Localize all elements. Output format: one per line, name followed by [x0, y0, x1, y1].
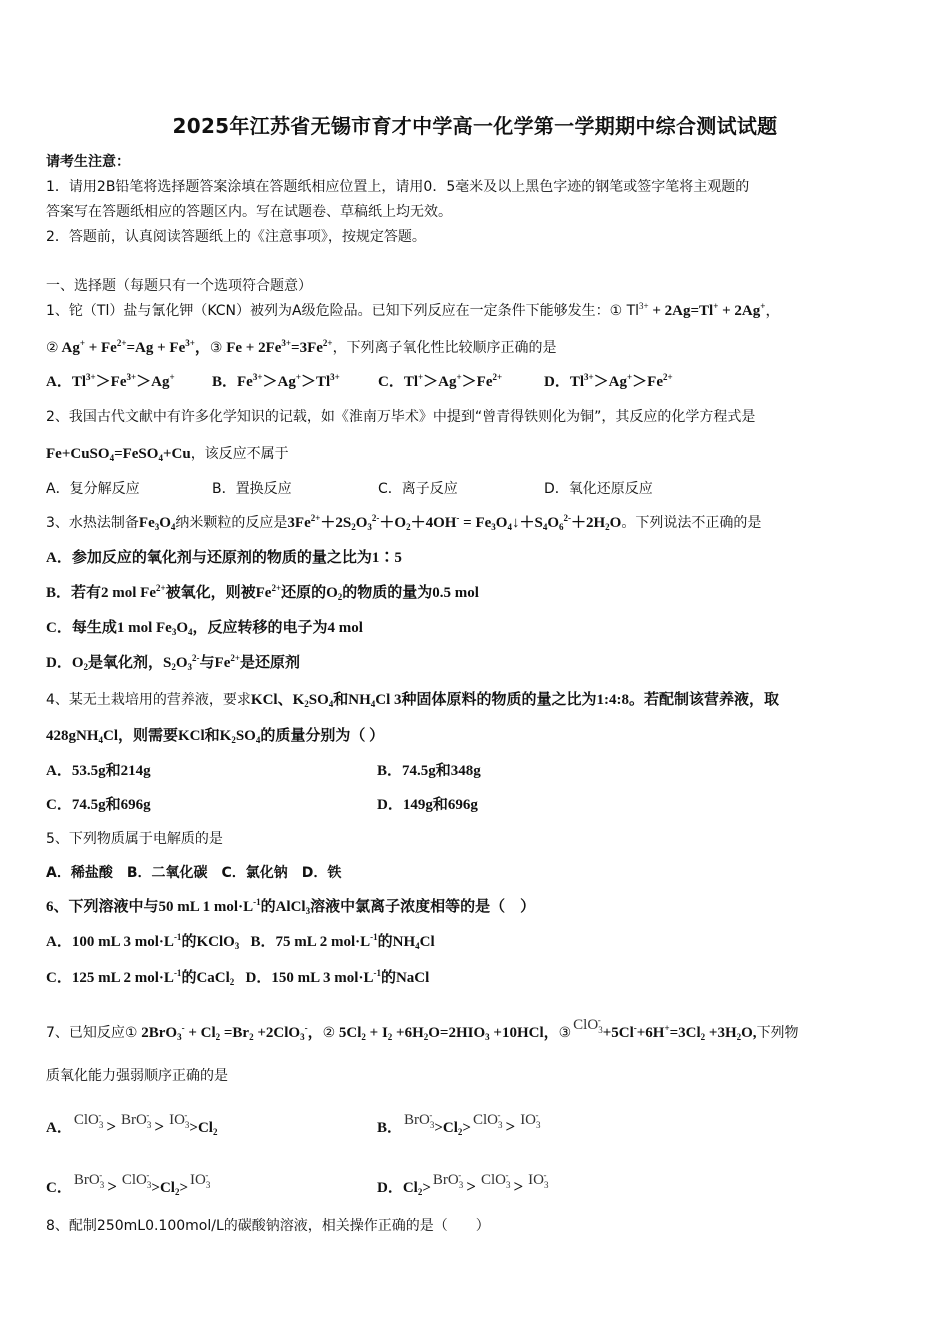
q7-option-c[interactable]: C． $BrO_3^-> ClO_3^->Cl_2> IO_3^-$ [46, 1170, 211, 1197]
q4-option-a[interactable]: A．53.5g和214g [46, 763, 151, 779]
question-1-stem-cont: ② $Ag^+ + Fe^{2+}=Ag + Fe^{3+}$，③ $Fe + 2Fe^{3+}=3Fe^{2+}$，下列离子氧化性比较顺序正确的是 [46, 338, 557, 356]
section-heading: 一、选择题（每题只有一个选项符合题意） [46, 278, 312, 294]
question-2-options [46, 479, 653, 499]
q4-option-b[interactable]: B．74.5g和348g [377, 763, 481, 779]
question-7-options-row1 [46, 1110, 541, 1138]
page-title: 2025年江苏省无锡市育才中学高一化学第一学期期中综合测试试题 [172, 114, 778, 138]
question-3-stem: 3、水热法制备$Fe_3O_4$纳米颗粒的反应是$3Fe^{2+}+2S_2O_3^{2-}+O_2+4OH^-$ = $Fe_3O_4↓+S_4O_6^{2-}+2H_2O$。下列说法不正确的是 [46, 513, 762, 532]
question-2-stem: 2、我国古代文献中有许多化学知识的记载，如《淮南万毕术》中提到“曾青得铁则化为铜”，其反应的化学方程式是 [46, 409, 756, 425]
question-6-options-row1 [46, 932, 435, 952]
q4-option-d[interactable]: D．149g和696g [377, 797, 478, 813]
question-6-stem: 6、下列溶液中与50 mL 1 $mol\cdot L^{-1}$的AlCl$_3$溶液中氯离子浓度相等的是（ ） [46, 897, 536, 916]
q2-option-a[interactable]: A．复分解反应 [46, 481, 140, 497]
question-1-options [46, 372, 673, 392]
q3-option-b[interactable]: B．若有2 mol $Fe^{2+}$被氧化，则被$Fe^{2+}$还原的$O_2$的物质的量为0.5 mol [46, 583, 479, 602]
question-6-options-row2 [46, 968, 429, 988]
q1-option-d[interactable]: D．$Tl^{3+}>Ag^+>Fe^{2+}$ [544, 372, 673, 390]
q6-option-a[interactable]: A．100 mL 3 $mol\cdot L^{-1}$的KClO$_3$ [46, 932, 240, 951]
question-4-options-row2 [46, 795, 478, 815]
q2-option-d[interactable]: D．氧化还原反应 [544, 481, 653, 497]
notice-item-2: 2．答题前，认真阅读答题纸上的《注意事项》，按规定答题。 [46, 229, 426, 245]
question-2-stem-cont: Fe+CuSO$_4$=FeSO$_4$+Cu，该反应不属于 [46, 446, 289, 463]
notice-heading: 请考生注意： [46, 154, 130, 170]
q3-option-d[interactable]: D．$O_2$是氧化剂，$S_2O_3^{2-}$与$Fe^{2+}$是还原剂 [46, 653, 301, 672]
question-1-stem: 1、铊（Tl）盐与氰化钾（KCN）被列为A级危险品。已知下列反应在一定条件下能够发生：① $Tl^{3+} + 2Ag=Tl^+ + 2Ag^+$， [46, 301, 781, 319]
question-8-stem: 8、配制250mL0.100mol/L的碳酸钠溶液，相关操作正确的是（ ） [46, 1218, 490, 1234]
q4-option-c[interactable]: C．74.5g和696g [46, 797, 151, 813]
notice-item-1: 1．请用2B铅笔将选择题答案涂填在答题纸相应位置上，请用0．5毫米及以上黑色字迹的钢笔或签字笔将主观题的 [46, 179, 750, 195]
question-7-stem-cont: 质氧化能力强弱顺序正确的是 [46, 1068, 228, 1084]
question-7-stem: 7、已知反应① $2BrO_3^- + Cl_2 =Br_2 +2ClO_3^-$，② $5Cl_2 + I_2 +6H_2O=2HIO_3 +10HCl$，③ $ClO_3^-+5Cl^-+6H^+=3Cl_2 +3H_2O$,下列物 [46, 1015, 799, 1042]
q2-option-c[interactable]: C．离子反应 [378, 481, 458, 497]
question-4-stem-cont: 428gNH$_4$Cl，则需要KCl和$K_2SO_4$的质量分别为（ ） [46, 728, 385, 745]
q2-option-b[interactable]: B．置换反应 [212, 481, 292, 497]
q6-option-b[interactable]: B．75 mL 2 $mol\cdot L^{-1}$的$NH_4Cl$ [250, 932, 435, 951]
q3-option-c[interactable]: C．每生成1 mol $Fe_3O_4$，反应转移的电子为4 mol [46, 620, 363, 637]
q6-option-c[interactable]: C．125 mL 2 $mol\cdot L^{-1}$的CaCl$_2$ [46, 968, 235, 987]
question-7-options-row2 [46, 1170, 548, 1198]
q7-option-d[interactable]: D．$Cl_2> BrO_3^-> ClO_3^-> IO_3^-$ [377, 1170, 549, 1197]
q7-option-a[interactable]: A． $ClO_3^-> BrO_3^-> IO_3^->Cl_2$ [46, 1110, 218, 1137]
q1-option-b[interactable]: B．$Fe^{3+}>Ag^+>Tl^{3+}$ [212, 372, 340, 390]
question-4-stem: 4、某无土栽培用的营养液，要求KCl、$K_2SO_4$和$NH_4Cl$ 3种固体原料的物质的量之比为1:4:8。若配制该营养液，取 [46, 692, 780, 709]
q6-option-d[interactable]: D．150 mL 3 $mol\cdot L^{-1}$的NaCl [245, 968, 430, 986]
question-4-options-row1 [46, 761, 481, 781]
notice-item-1-cont: 答案写在答题纸相应的答题区内。写在试题卷、草稿纸上均无效。 [46, 204, 452, 220]
q1-option-a[interactable]: A．$Tl^{3+}>Fe^{3+}>Ag^+$ [46, 372, 175, 390]
q1-option-c[interactable]: C．$Tl^+>Ag^+>Fe^{2+}$ [378, 372, 503, 390]
question-5-stem: 5、下列物质属于电解质的是 [46, 831, 223, 847]
question-5-options[interactable]: A．稀盐酸 B．二氧化碳 C．氯化钠 D．铁 [46, 865, 342, 881]
q3-option-a[interactable]: A．参加反应的氧化剂与还原剂的物质的量之比为1∶5 [46, 550, 402, 566]
q7-option-b[interactable]: B． $BrO_3^->Cl_2> ClO_3^-> IO_3^-$ [377, 1110, 541, 1137]
